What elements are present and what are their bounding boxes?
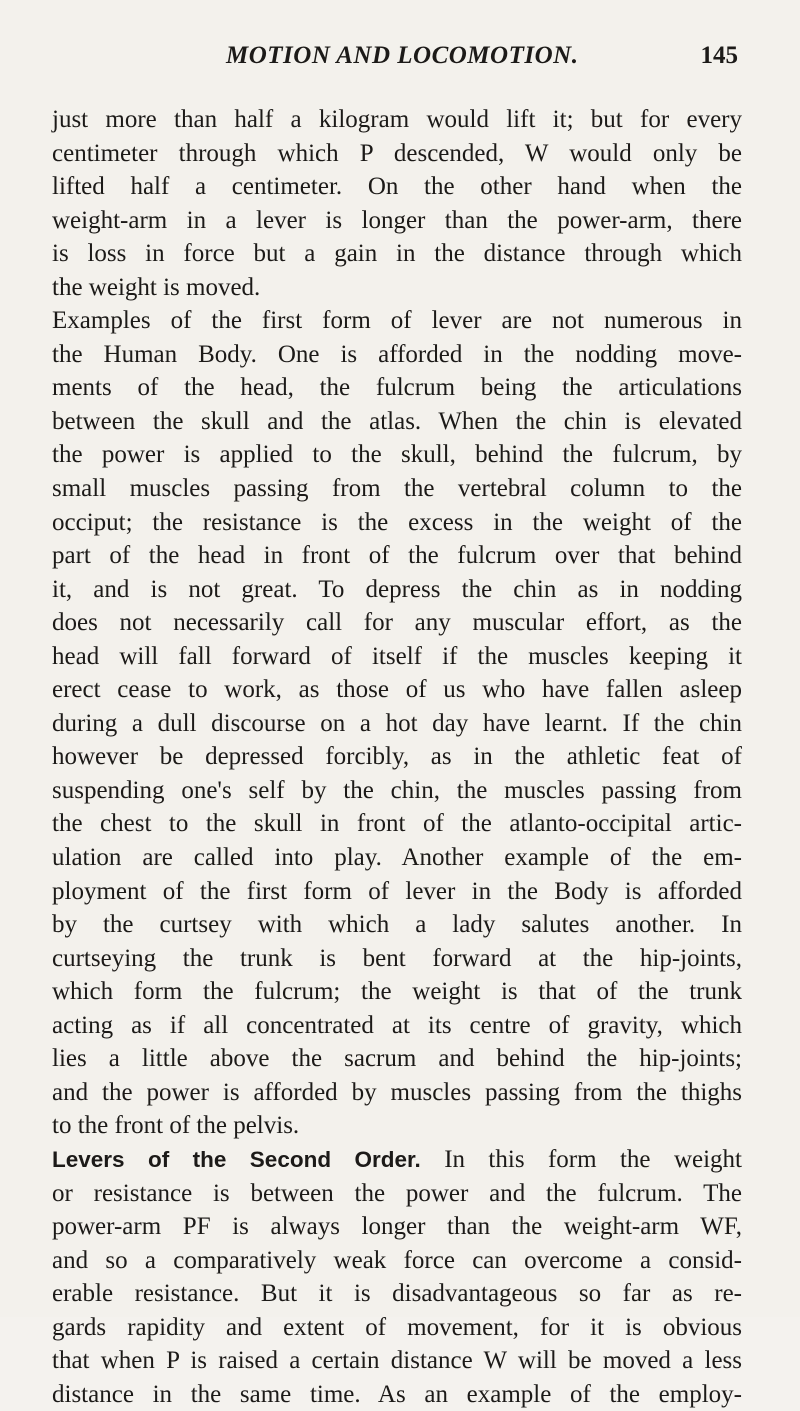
text-line: weight-arm in a lever is longer than the power-arm, there bbox=[52, 206, 742, 234]
running-title: MOTION AND LOCOMOTION. bbox=[226, 42, 579, 69]
text-line: the power is applied to the skull, behind the fulcrum, by bbox=[52, 441, 742, 469]
running-head bbox=[0, 42, 800, 82]
text-line: and so a comparatively weak force can overcome a consid- bbox=[52, 1246, 742, 1274]
text-line: centimeter through which P descended, W would only be bbox=[52, 139, 742, 167]
text-line: by the curtsey with which a lady salutes another. In bbox=[52, 911, 742, 939]
text-line: which form the fulcrum; the weight is that of the trunk bbox=[52, 978, 742, 1006]
text-line: to the front of the pelvis. bbox=[52, 1112, 300, 1140]
text-line: ulation are called into play. Another example of the em- bbox=[52, 844, 742, 872]
section-first-line-text: In this form the weight bbox=[444, 1145, 742, 1173]
text-line: erable resistance. But it is disadvantageous so far as re- bbox=[52, 1280, 742, 1308]
text-line: head will fall forward of itself if the muscles keeping it bbox=[52, 642, 742, 670]
text-line: part of the head in front of the fulcrum over that behind bbox=[52, 542, 742, 570]
section-first-line bbox=[52, 1143, 742, 1177]
text-line: is loss in force but a gain in the distance through which bbox=[52, 240, 742, 268]
text-line: small muscles passing from the vertebral column to the bbox=[52, 475, 742, 503]
text-line: ments of the head, the fulcrum being the articulations bbox=[52, 374, 742, 402]
text-line: however be depressed forcibly, as in the athletic feat of bbox=[52, 743, 742, 771]
page-number: 145 bbox=[700, 42, 738, 69]
text-line: curtseying the trunk is bent forward at the hip-joints, bbox=[52, 944, 742, 972]
text-line: the weight is moved. bbox=[52, 273, 261, 301]
body-text bbox=[52, 103, 742, 1411]
text-line: or resistance is between the power and the fulcrum. The bbox=[52, 1179, 742, 1207]
text-line: the Human Body. One is afforded in the nodding move- bbox=[52, 340, 742, 368]
section-heading: Levers of the Second Order. bbox=[52, 1146, 421, 1172]
text-line: distance in the same time. As an example of the employ- bbox=[52, 1380, 742, 1408]
text-line: gards rapidity and extent of movement, for it is obvious bbox=[52, 1313, 742, 1341]
text-line: erect cease to work, as those of us who have fallen asleep bbox=[52, 676, 742, 704]
text-line: does not necessarily call for any muscular effort, as the bbox=[52, 609, 742, 637]
text-line: between the skull and the atlas. When the chin is elevated bbox=[52, 407, 742, 435]
text-line: suspending one's self by the chin, the muscles passing from bbox=[52, 776, 742, 804]
text-line: just more than half a kilogram would lift it; but for every bbox=[52, 106, 742, 133]
text-line: it, and is not great. To depress the chin as in nodding bbox=[52, 575, 742, 603]
text-line: ployment of the first form of lever in the Body is afforded bbox=[52, 877, 742, 905]
text-line: and the power is afforded by muscles passing from the thighs bbox=[52, 1078, 742, 1106]
text-line: lifted half a centimeter. On the other hand when the bbox=[52, 173, 742, 201]
text-line: the chest to the skull in front of the atlanto-occipital artic- bbox=[52, 810, 742, 838]
text-line: acting as if all concentrated at its centre of gravity, which bbox=[52, 1011, 742, 1039]
text-line: that when P is raised a certain distance W will be moved a less bbox=[52, 1347, 742, 1375]
text-line: during a dull discourse on a hot day have learnt. If the chin bbox=[52, 709, 742, 737]
text-line: occiput; the resistance is the excess in the weight of the bbox=[52, 508, 742, 536]
text-line: lies a little above the sacrum and behind the hip-joints; bbox=[52, 1045, 742, 1073]
text-line: Examples of the first form of lever are not numerous in bbox=[52, 307, 742, 335]
text-line: power-arm PF is always longer than the weight-arm WF, bbox=[52, 1213, 742, 1241]
